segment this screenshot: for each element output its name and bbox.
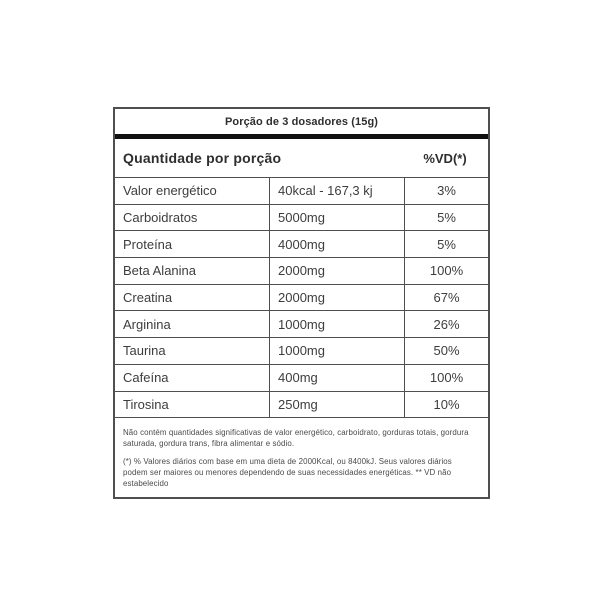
table-header-row xyxy=(115,139,488,177)
footnote-no-significant-amounts: Não contém quantidades significativas de valor energético, carboidrato, gorduras totais, gordura saturada, gordura trans, fibra alimentar e sódio. xyxy=(123,428,469,449)
nutrient-name: Tirosina xyxy=(123,396,169,412)
nutrient-daily-value: 67% xyxy=(404,285,488,311)
footnotes-section xyxy=(115,418,488,497)
nutrient-daily-value: 50% xyxy=(404,338,488,364)
table-row xyxy=(115,392,488,419)
quantity-per-serving-heading: Quantidade por porção xyxy=(123,150,282,166)
serving-size-header: Porção de 3 dosadores (15g) xyxy=(224,115,379,128)
nutrient-daily-value: 10% xyxy=(404,392,488,418)
table-row xyxy=(115,178,488,205)
table-row xyxy=(115,311,488,338)
nutrient-daily-value: 3% xyxy=(404,178,488,204)
nutrient-daily-value: 100% xyxy=(404,258,488,284)
nutrient-amount: 1000mg xyxy=(269,311,404,337)
nutrient-name: Creatina xyxy=(123,290,173,306)
nutrient-daily-value: 5% xyxy=(404,231,488,257)
nutrient-amount: 1000mg xyxy=(269,338,404,364)
nutrient-amount: 2000mg xyxy=(269,258,404,284)
table-row xyxy=(115,285,488,312)
nutrient-name: Cafeína xyxy=(123,370,169,386)
nutrient-daily-value: 26% xyxy=(404,311,488,337)
table-row xyxy=(115,205,488,232)
footnote-daily-values-basis: (*) % Valores diários com base em uma dieta de 2000Kcal, ou 8400kJ. Seus valores diários podem ser maiores ou menores dependendo de suas necessidades energéticas. ** VD não estabelecido xyxy=(123,456,452,489)
nutrient-amount: 40kcal - 167,3 kj xyxy=(269,178,404,204)
nutrient-name: Beta Alanina xyxy=(123,263,197,279)
nutrient-amount: 5000mg xyxy=(269,205,404,231)
nutrient-daily-value: 5% xyxy=(404,205,488,231)
nutrient-amount: 4000mg xyxy=(269,231,404,257)
table-row xyxy=(115,365,488,392)
nutrient-amount: 250mg xyxy=(269,392,404,418)
nutrition-facts-table xyxy=(113,107,490,499)
daily-value-heading: %VD(*) xyxy=(423,150,467,166)
nutrient-name: Arginina xyxy=(123,316,171,332)
table-row xyxy=(115,338,488,365)
nutrient-name: Valor energético xyxy=(123,183,217,199)
table-row xyxy=(115,258,488,285)
nutrient-name: Taurina xyxy=(123,343,166,359)
table-row xyxy=(115,231,488,258)
table-body xyxy=(115,177,488,418)
nutrient-amount: 400mg xyxy=(269,365,404,391)
nutrient-daily-value: 100% xyxy=(404,365,488,391)
nutrient-name: Proteína xyxy=(123,236,173,252)
nutrient-amount: 2000mg xyxy=(269,285,404,311)
nutrient-name: Carboidratos xyxy=(123,210,198,226)
